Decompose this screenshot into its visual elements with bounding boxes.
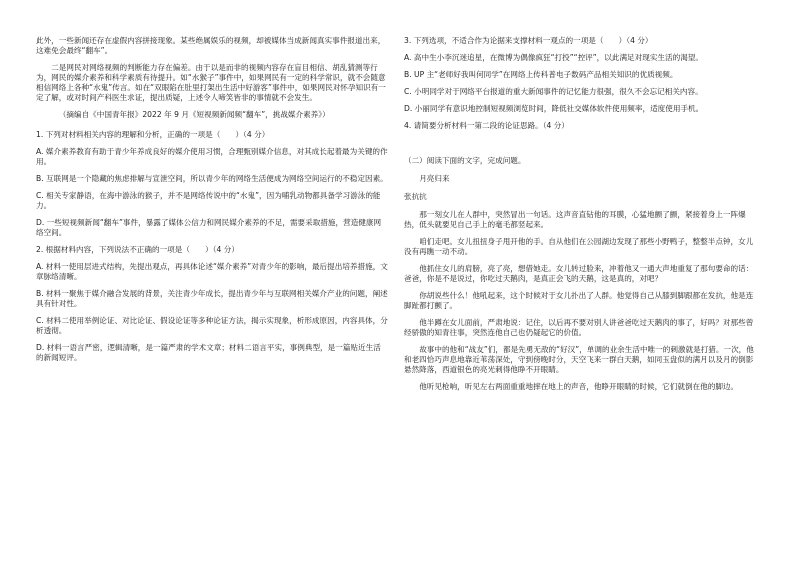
option-a: A. 媒介素养教育有助于青少年养成良好的媒介使用习惯，合理甄别媒介信息，对其成长起着最为关键的作用。 [36,147,388,167]
question-4: 4. 请简要分析材料一第二段的论证思路。（4 分） [404,121,569,131]
story-title: 月亮归来 [419,174,450,184]
question-stem: 1. 下列对材料相关内容的理解和分析，正确的一项是（ ）（4 分） [36,130,270,140]
option-d: D. 材料一语言严密，逻辑清晰，是一篇严肃的学术文章；材料二语言平实，事例典型，是一篇贴近生活的新闻短评。 [36,343,381,363]
option-d: D. 小丽同学有意识地控制短视频浏览时间，降低社交媒体软件使用频率，适度使用手机。 [404,104,704,114]
left-column [36,36,388,370]
option-a: A. 材料一使用层进式结构，先提出观点，再具体论述“媒介素养”对青少年的影响，最后提出培养措施，文章脉络清晰。 [36,262,388,282]
question-2 [36,245,388,363]
story-paragraph: 咱们走吧。女儿扭扭身子甩开他的手。自从他们在公园湖边发现了那些小野鸭子，整整半点钟，女儿没有再瞧一动不动。 [404,237,754,257]
option-c: C. 相关专家静语，在海中游泳的猴子，并不是网络传说中的“水鬼”，因为哺乳动物都具备学习游泳的能力。 [36,191,381,211]
question-stem: 2. 根据材料内容，下列说法不正确的一项是（ ）（4 分） [36,245,239,255]
source-citation: （摘编自《中国青年报》2022 年 9 月《短视频新闻频“翻车”，挑战媒介素养》） [58,110,330,120]
story-author: 张抗抗 [404,192,427,202]
story-paragraph: 他抓住女儿的肩膀，亮了亮，想借她走。女儿转过脸来，冲着他又一通大声地重复了那句要命的话：爸爸，你是不是说过，你吃过天鹅肉，是真正会飞的天鹅，这是真的，对吧？ [404,264,754,284]
option-c: C. 小明同学对于网络平台报道的重大新闻事件的记忆能力很强，很久不会忘记相关内容。 [404,87,703,97]
story-paragraph: 他半蹲在女儿面前，严肃地说：记住，以后再不要对别人讲爸爸吃过天鹅肉的事了，好吗？对那些曾经骄傲的知青往事，突然连他自己也仍疑起它的价值。 [404,318,754,338]
option-b: B. UP 主“老师好我叫何同学”在网络上传科普电子数码产品相关知识的优质视频。 [404,70,678,80]
story-paragraph: 你胡说些什么！他吼起来，这个时候对于女儿扑出了人群。他觉得自己从膝到脚跟都在发抗，他是连脚趾都打颤了。 [404,291,754,311]
material-paragraph: 二是网民对网络视频的判断能力存在偏差。由于以是而非的视频内容存在盲目相信、胡乱猜测等行为，网民的媒介素养和科学素质有待提升。如“水猴子”事件中，如果网民有一定的科学常识，就不会随意相信网络上各种“水鬼”传言。如在“双眼陷在肚里打架出生活中好游客”事件中，如果网民对怀孕知识有一定了解，或对时间产科医生求证，提出质疑，上述令人啼笑皆非的事情就不会发生。 [36,63,386,103]
story-paragraph: 他听见枪响，听见左右两面重重地摔在地上的声音，他睁开眼睛的时候，它们就倒在他的脚边。 [419,382,739,392]
question-3 [404,36,758,114]
option-d: D. 一些短视频新闻“翻车”事件，暴露了媒体公信力和网民媒介素养的不足，需要采取措施，营造健康网络空间。 [36,218,382,238]
right-column [404,36,758,399]
question-1 [36,130,388,238]
story-paragraph: 那一刻女儿在人群中，突然冒出一句话。这声音直钻他的耳膜，心猛地颤了颤，紧接着身上一阵爆热，低头就要见自己手上的毫毛都竖起来。 [404,210,746,230]
option-c: C. 材料二使用举例论证、对比论证、假设论证等多种论证方法，揭示实现象，析形成原因，内容具体，分析透彻。 [36,316,388,336]
story-paragraph: 故事中的他和“战友”们，都是先勇无敌的“好汉”，单调的业余生活中唯一的刺激就是打猎。一次，他和老四恰巧声息地靠近苇荡深处，守到傍晚时分，天空飞来一群白天鹅，如同玉盘似的满月以及月的倒影悬然降落，西道银色的亮光刺得他睁不开眼睛。 [404,345,754,375]
question-stem: 3. 下列选项，不适合作为论据来支撑材料一观点的一项是（ ）（4 分） [404,36,653,45]
option-a: A. 高中生小李沉迷追星，在微博为偶像疯狂“打投”“控评”，以此满足对现实生活的渴望。 [404,53,703,63]
section-heading: （二）阅读下面的文字，完成问题。 [404,156,526,166]
option-b: B. 互联网是一个隐藏的焦虑排解与宣泄空间，所以青少年的网络生活便成为网络空间运行的不稳定因素。 [36,174,388,184]
option-b: B. 材料一聚焦于媒介融合发展的背景，关注青少年成长，提出青少年与互联网相关媒介产业的问题，阐述具有针对性。 [36,289,388,309]
intro-paragraph: 此外，一些新闻还存在虚假内容拼接现象。某些绝属娱乐的视频，却被媒体当成新闻真实事件报道出来，这难免会最终“翻车”。 [36,36,386,56]
